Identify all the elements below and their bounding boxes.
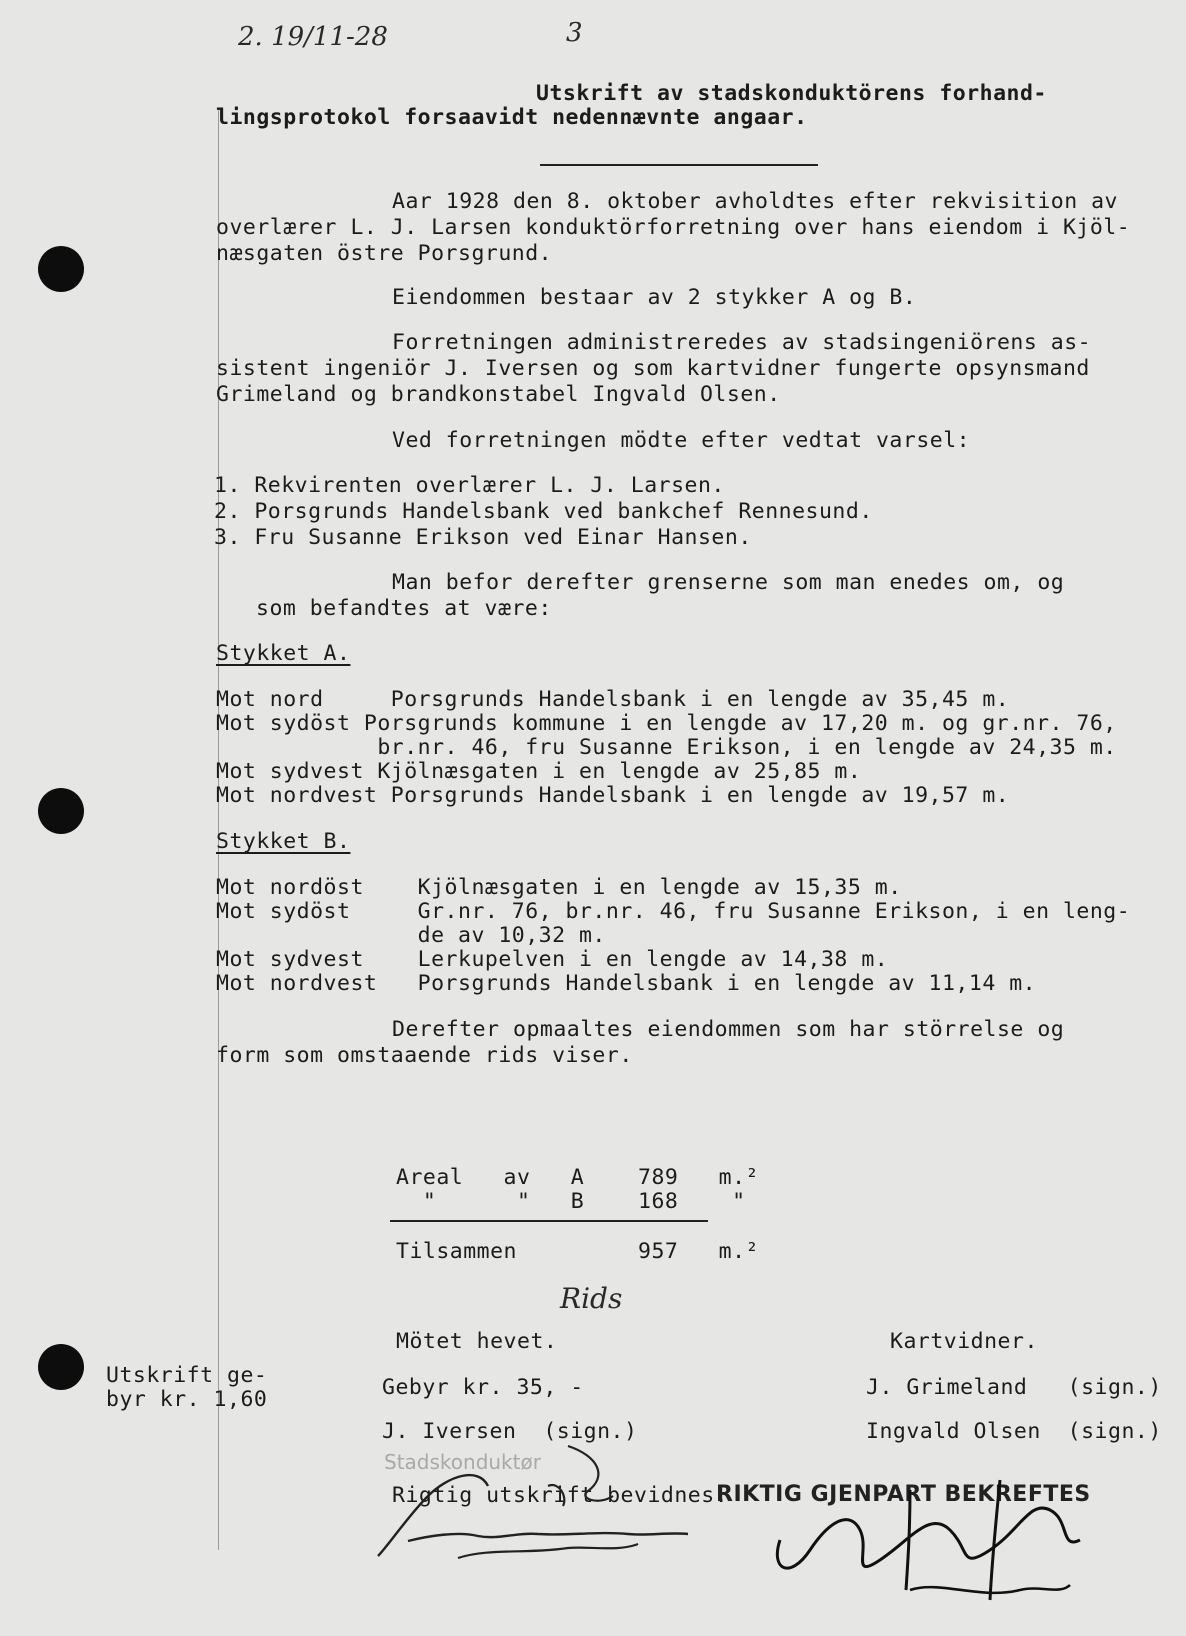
attendee-2: 2. Porsgrunds Handelsbank ved bankchef Rennesund.	[214, 499, 873, 524]
piece-b-line: Mot nordvest Porsgrunds Handelsbank i en lengde av 11,14 m.	[216, 971, 1037, 996]
piece-a-heading: Stykket A.	[216, 641, 351, 666]
punch-hole	[38, 246, 84, 292]
parts-line: Eiendommen bestaar av 2 stykker A og B.	[392, 285, 917, 310]
admin-line-3: Grimeland og brandkonstabel Ingvald Olsen.	[216, 382, 781, 407]
signer-line: J. Iversen (sign.)	[382, 1419, 638, 1444]
meeting-closed: Mötet hevet.	[396, 1329, 558, 1354]
copy-fee-line-2: byr kr. 1,60	[106, 1387, 268, 1412]
copy-stamp: RIKTIG GJENPART BEKREFTES	[716, 1482, 1091, 1507]
handwritten-date: 2. 19/11-28	[238, 22, 388, 52]
fee-line: Gebyr kr. 35, -	[382, 1375, 584, 1400]
admin-line-2: sistent ingeniör J. Iversen og som kartvidner fungerte opsynsmand	[216, 356, 1090, 381]
piece-b-line: Mot sydvest Lerkupelven i en lengde av 14,38 m.	[216, 947, 889, 972]
piece-a-line: Mot sydöst Porsgrunds kommune i en lengde av 17,20 m. og gr.nr. 76,	[216, 711, 1117, 736]
boundary-intro-1: Man befor derefter grenserne som man enedes om, og	[392, 570, 1065, 595]
measure-line-1: Derefter opmaaltes eiendommen som har störrelse og	[392, 1017, 1065, 1042]
piece-a-line: Mot sydvest Kjölnæsgaten i en lengde av 25,85 m.	[216, 759, 862, 784]
title-line-1: Utskrift av stadskonduktörens forhand-	[536, 81, 1047, 106]
boundary-intro-2: som befandtes at være:	[256, 596, 552, 621]
punch-hole	[38, 1344, 84, 1390]
piece-a-line: Mot nord Porsgrunds Handelsbank i en lengde av 35,45 m.	[216, 687, 1010, 712]
intro-line-3: næsgaten östre Porsgrund.	[216, 241, 553, 266]
piece-b-line: de av 10,32 m.	[216, 923, 606, 948]
attended-line: Ved forretningen mödte efter vedtat varsel:	[392, 428, 971, 453]
handwritten-rids: Rids	[560, 1282, 623, 1315]
area-row-a: Areal av A 789 m.²	[396, 1165, 759, 1190]
intro-line-1: Aar 1928 den 8. oktober avholdtes efter rekvisition av	[392, 189, 1118, 214]
piece-a-line: Mot nordvest Porsgrunds Handelsbank i en lengde av 19,57 m.	[216, 783, 1010, 808]
intro-line-2: overlærer L. J. Larsen konduktörforretning over hans eiendom i Kjöl-	[216, 215, 1131, 240]
piece-b-line: Mot nordöst Kjölnæsgaten i en lengde av 15,35 m.	[216, 875, 902, 900]
witness-2: Ingvald Olsen (sign.)	[866, 1419, 1162, 1444]
copy-fee-line-1: Utskrift ge-	[106, 1363, 268, 1388]
title-line-2: lingsprotokol forsaavidt nedennævnte angaar.	[216, 105, 808, 130]
attendee-1: 1. Rekvirenten overlærer L. J. Larsen.	[214, 473, 725, 498]
area-total: Tilsammen 957 m.²	[396, 1239, 759, 1264]
page-number: 3	[566, 18, 583, 48]
area-total-rule	[390, 1220, 708, 1222]
punch-hole	[38, 788, 84, 834]
attendee-3: 3. Fru Susanne Erikson ved Einar Hansen.	[214, 525, 752, 550]
measure-line-2: form som omstaaende rids viser.	[216, 1043, 633, 1068]
piece-b-heading: Stykket B.	[216, 829, 351, 854]
signature-left	[368, 1436, 698, 1566]
piece-b-line: Mot sydöst Gr.nr. 76, br.nr. 46, fru Susanne Erikson, i en leng-	[216, 899, 1131, 924]
signature-right	[760, 1470, 1090, 1620]
witness-title: Kartvidner.	[890, 1329, 1038, 1354]
stamp-title: Stadskonduktør	[384, 1450, 541, 1474]
area-row-b: " " B 168 "	[396, 1189, 746, 1214]
piece-a-line: br.nr. 46, fru Susanne Erikson, i en lengde av 24,35 m.	[216, 735, 1117, 760]
title-rule	[540, 164, 818, 166]
witness-1: J. Grimeland (sign.)	[866, 1375, 1162, 1400]
certify-line: Rigtig utskrift bevidnes.	[392, 1483, 729, 1508]
admin-line-1: Forretningen administreredes av stadsingeniörens as-	[392, 330, 1092, 355]
